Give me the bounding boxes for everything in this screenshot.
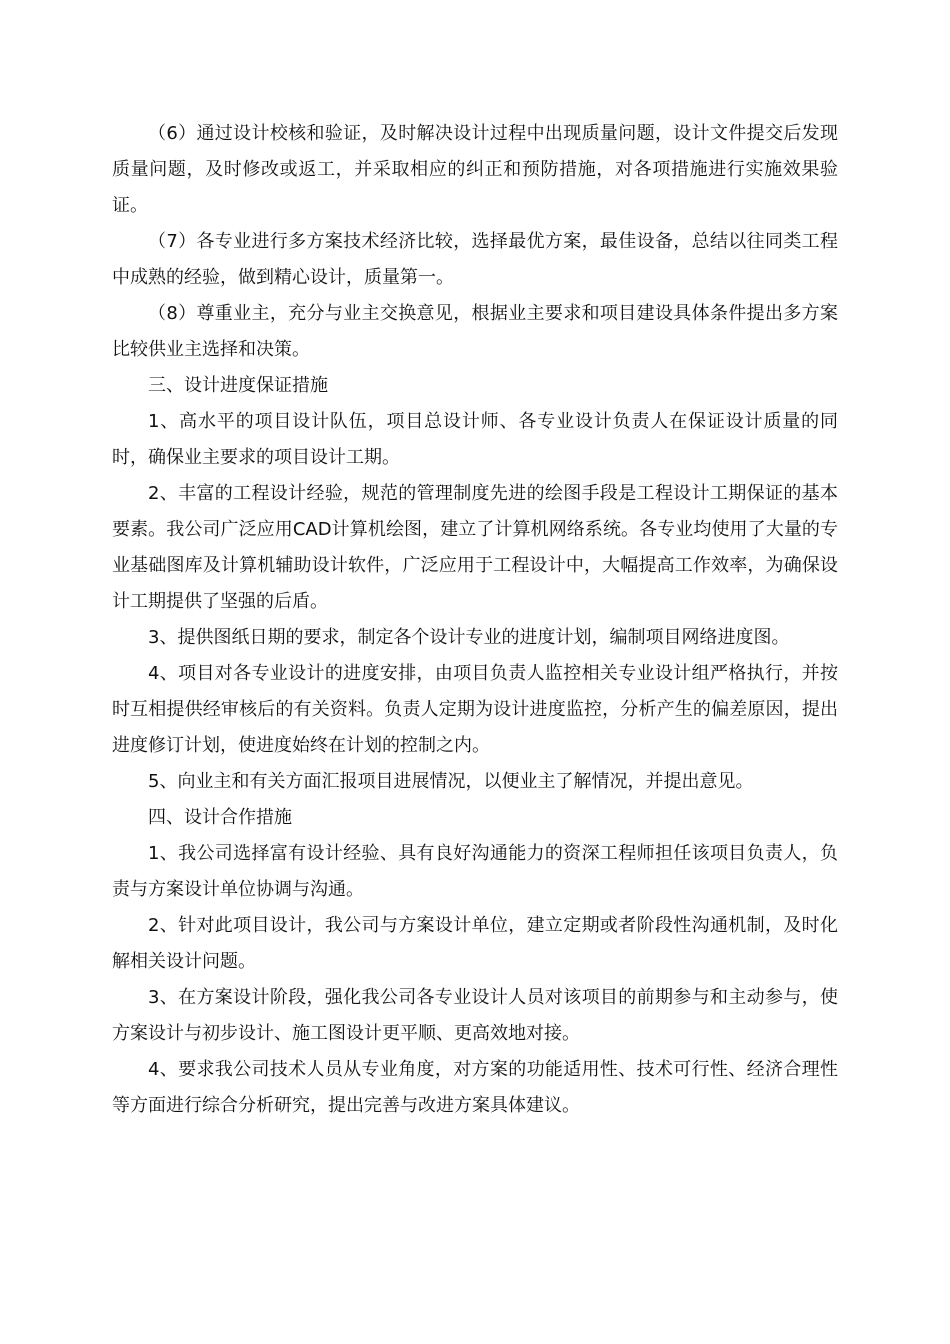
paragraph-schedule-5: 5、向业主和有关方面汇报项目进展情况，以便业主了解情况，并提出意见。 [148,771,754,792]
paragraph-schedule-1: 1、高水平的项目设计队伍，项目总设计师、各专业设计负责人在保证设计质量的同时，确保业主要求的项目设计工期。 [112,411,838,468]
section-heading-cooperation: 四、设计合作措施 [148,807,292,828]
paragraph-cooperation-3: 3、在方案设计阶段，强化我公司各专业设计人员对该项目的前期参与和主动参与，使方案设计与初步设计、施工图设计更平顺、更高效地对接。 [112,987,838,1044]
paragraph-cooperation-1: 1、我公司选择富有设计经验、具有良好沟通能力的资深工程师担任该项目负责人，负责与方案设计单位协调与沟通。 [112,843,838,900]
section-heading-schedule: 三、设计进度保证措施 [148,375,328,396]
paragraph-schedule-2: 2、丰富的工程设计经验，规范的管理制度先进的绘图手段是工程设计工期保证的基本要素。我公司广泛应用CAD计算机绘图，建立了计算机网络系统。各专业均使用了大量的专业基础图库及计算机辅助设计软件，广泛应用于工程设计中，大幅提高工作效率，为确保设计工期提供了坚强的后盾。 [112,483,838,612]
document-body [112,116,838,1124]
paragraph-schedule-3: 3、提供图纸日期的要求，制定各个设计专业的进度计划，编制项目网络进度图。 [148,627,790,648]
paragraph-quality-6: （6）通过设计校核和验证，及时解决设计过程中出现质量问题，设计文件提交后发现质量问题，及时修改或返工，并采取相应的纠正和预防措施，对各项措施进行实施效果验证。 [112,123,838,216]
paragraph-cooperation-4: 4、要求我公司技术人员从专业角度，对方案的功能适用性、技术可行性、经济合理性等方面进行综合分析研究，提出完善与改进方案具体建议。 [112,1059,838,1116]
paragraph-schedule-4: 4、项目对各专业设计的进度安排，由项目负责人监控相关专业设计组严格执行，并按时互相提供经审核后的有关资料。负责人定期为设计进度监控，分析产生的偏差原因，提出进度修订计划，使进度始终在计划的控制之内。 [112,663,838,756]
paragraph-quality-8: （8）尊重业主，充分与业主交换意见，根据业主要求和项目建设具体条件提出多方案比较供业主选择和决策。 [112,303,838,360]
paragraph-cooperation-2: 2、针对此项目设计，我公司与方案设计单位，建立定期或者阶段性沟通机制，及时化解相关设计问题。 [112,915,838,972]
paragraph-quality-7: （7）各专业进行多方案技术经济比较，选择最优方案，最佳设备，总结以往同类工程中成熟的经验，做到精心设计，质量第一。 [112,231,838,288]
